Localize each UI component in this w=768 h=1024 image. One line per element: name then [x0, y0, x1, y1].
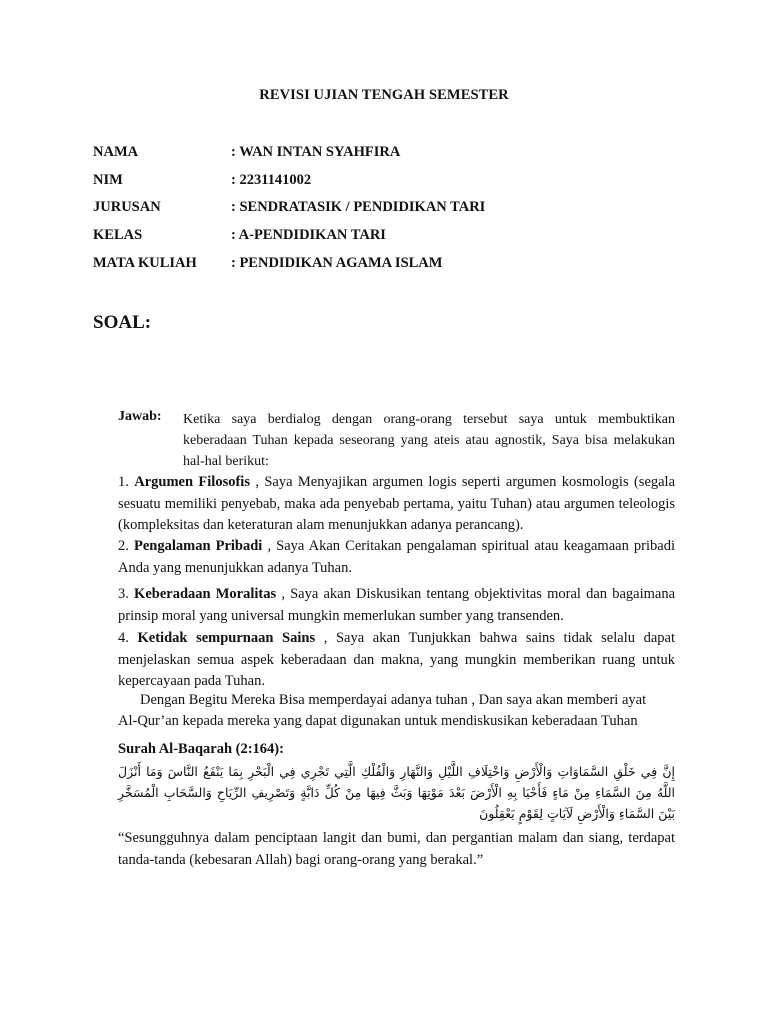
info-label: MATA KULIAH — [93, 255, 197, 271]
point-3 — [118, 584, 675, 627]
info-value: : PENDIDIKAN AGAMA ISLAM — [231, 255, 443, 271]
closing-line-1: Dengan Begitu Mereka Bisa memperdayai adanya tuhan , Dan saya akan memberi ayat — [140, 692, 647, 708]
info-value: : 2231141002 — [231, 172, 312, 188]
point-title: Argumen Filosofis — [134, 474, 250, 490]
info-label: NIM — [93, 172, 123, 188]
jawab-label: Jawab: — [118, 409, 162, 424]
point-number: 4. — [118, 630, 129, 646]
page-title: REVISI UJIAN TENGAH SEMESTER — [259, 87, 509, 103]
closing-line-2: Al-Qur’an kepada mereka yang dapat digunakan untuk mendiskusikan keberadaan Tuhan — [118, 713, 638, 729]
point-text: , Saya Akan Ceritakan pengalaman spiritual atau keagamaan pribadi Anda yang menunjukkan adanya Tuhan. — [118, 538, 675, 576]
point-4 — [118, 628, 675, 693]
point-text: , Saya akan Diskusikan tentang objektivitas moral dan bagaimana prinsip moral yang universal mungkin memerlukan sumber yang transenden. — [118, 586, 676, 624]
point-number: 1. — [118, 474, 129, 490]
point-number: 2. — [118, 538, 129, 554]
info-label: NAMA — [93, 144, 139, 160]
info-label: KELAS — [93, 227, 143, 243]
point-text: , Saya Menyajikan argumen logis seperti argumen kosmologis (segala sesuatu memiliki penyebab, maka ada penyebab pertama, yaitu Tuhan) atau argumen teleologis (kompleksitas dan keteraturan alam menunjukkan adanya perancang). — [118, 474, 676, 533]
point-text: , Saya akan Tunjukkan bahwa sains tidak selalu dapat menjelaskan semua aspek keberadaan dan makna, yang mungkin memberikan ruang untuk kepercayaan pada Tuhan. — [118, 630, 676, 689]
soal-heading: SOAL: — [93, 312, 152, 333]
info-value: : A-PENDIDIKAN TARI — [231, 227, 386, 243]
point-number: 3. — [118, 586, 129, 602]
point-2 — [118, 536, 675, 579]
info-value: : SENDRATASIK / PENDIDIKAN TARI — [231, 199, 486, 215]
verse-translation: “Sesungguhnya dalam penciptaan langit dan bumi, dan pergantian malam dan siang, terdapat tanda-tanda (kebesaran Allah) bagi orang-orang yang berakal.” — [118, 830, 675, 868]
info-label: JURUSAN — [93, 199, 161, 215]
point-1 — [118, 472, 675, 537]
point-title: Keberadaan Moralitas — [134, 586, 277, 602]
point-title: Pengalaman Pribadi — [133, 538, 263, 554]
jawab-text: Ketika saya berdialog dengan orang-orang tersebut saya untuk membuktikan keberadaan Tuhan kepada seseorang yang ateis atau agnostik, Saya bisa melakukan hal-hal berikut: — [183, 412, 675, 469]
point-title: Ketidak sempurnaan Sains — [137, 630, 316, 646]
arabic-verse: إِنَّ فِي خَلْقِ السَّمَاوَاتِ وَالْأَرْضِ وَاخْتِلَافِ اللَّيْلِ وَالنَّهَارِ وَالْفُلْكِ الَّتِي تَجْرِي فِي الْبَحْرِ بِمَا يَنْفَعُ النَّاسَ وَمَا أَنْزَلَ اللَّهُ مِنَ السَّمَاءِ مِنْ مَاءٍ فَأَحْيَا بِهِ الْأَرْضَ بَعْدَ مَوْتِهَا وَبَثَّ فِيهَا مِنْ كُلِّ دَابَّةٍ وَتَصْرِيفِ الرِّيَاحِ وَالسَّحَابِ الْمُسَخَّرِ بَيْنَ السَّمَاءِ وَالْأَرْضِ لَآيَاتٍ لِقَوْمٍ يَعْقِلُونَ — [118, 764, 675, 821]
surah-heading: Surah Al-Baqarah (2:164): — [118, 741, 284, 757]
info-value: : WAN INTAN SYAHFIRA — [231, 144, 401, 160]
